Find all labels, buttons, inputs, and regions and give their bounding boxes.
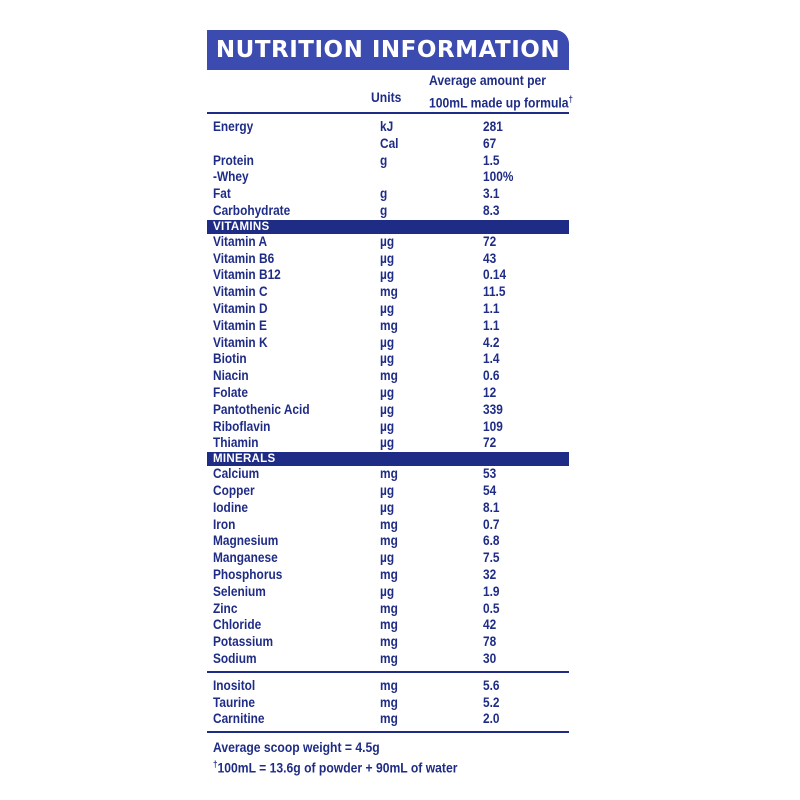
nutrient-value: 3.1 (483, 186, 500, 202)
nutrient-unit: g (380, 152, 388, 168)
nutrient-name: Phosphorus (213, 566, 283, 582)
nutrient-unit: mg (380, 533, 398, 549)
table-row (207, 678, 569, 695)
nutrient-unit: µg (380, 550, 395, 566)
nutrient-name: Energy (213, 119, 254, 134)
nutrient-name: Carnitine (213, 711, 265, 727)
nutrient-value: 1.1 (483, 317, 500, 333)
nutrient-unit: mg (380, 634, 398, 650)
nutrient-value: 2.0 (483, 711, 500, 727)
table-row (207, 351, 569, 368)
nutrition-panel (207, 30, 574, 777)
nutrient-name: -Whey (213, 169, 249, 185)
table-row (207, 136, 569, 153)
table-row (207, 267, 569, 284)
table-row (207, 153, 569, 170)
nutrient-unit: kJ (380, 119, 394, 134)
nutrient-name: Sodium (213, 650, 257, 666)
dagger-mark: † (568, 94, 574, 104)
nutrient-unit: µg (380, 418, 395, 434)
nutrient-name: Potassium (213, 634, 274, 650)
vitamins-section-header: VITAMINS (207, 220, 569, 234)
nutrient-value: 54 (483, 482, 497, 498)
nutrient-unit: mg (380, 677, 398, 693)
nutrient-name: Vitamin A (213, 233, 268, 249)
nutrient-value: 42 (483, 617, 497, 633)
table-row (207, 335, 569, 352)
nutrient-value: 339 (483, 401, 503, 417)
nutrient-name: Vitamin B6 (213, 250, 275, 266)
scoop-weight-note: Average scoop weight = 4.5g (213, 740, 380, 756)
nutrient-name: Zinc (213, 600, 238, 616)
table-divider (207, 671, 569, 673)
nutrient-value: 8.3 (483, 202, 500, 218)
nutrient-unit: mg (380, 466, 398, 482)
nutrient-name: Protein (213, 152, 254, 168)
nutrient-unit: g (380, 186, 388, 202)
nutrient-value: 7.5 (483, 550, 500, 566)
table-header (207, 70, 574, 114)
minerals-section-header: MINERALS (207, 452, 569, 466)
table-row (207, 234, 569, 251)
nutrient-unit: Cal (380, 135, 399, 151)
nutrient-value: 72 (483, 435, 497, 451)
nutrient-name: Chloride (213, 617, 262, 633)
nutrient-name: Manganese (213, 550, 278, 566)
nutrient-unit: µg (380, 384, 395, 400)
table-bottom-rule (207, 731, 569, 733)
nutrient-name: Niacin (213, 368, 249, 384)
mineral-rows (207, 466, 569, 668)
nutrient-unit: µg (380, 583, 395, 599)
nutrient-unit: µg (380, 435, 395, 451)
nutrient-value: 11.5 (483, 284, 506, 300)
footnotes (207, 739, 569, 777)
table-row (207, 402, 569, 419)
nutrient-value: 12 (483, 384, 497, 400)
nutrient-unit: g (380, 202, 388, 218)
nutrient-value: 5.2 (483, 694, 500, 710)
nutrient-name: Iodine (213, 499, 248, 515)
table-row (207, 567, 569, 584)
nutrient-name: Folate (213, 384, 248, 400)
nutrient-value: 109 (483, 418, 503, 434)
nutrient-name: Thiamin (213, 435, 259, 451)
nutrient-name: Vitamin D (213, 300, 268, 316)
nutrient-value: 5.6 (483, 677, 500, 693)
nutrient-name: Taurine (213, 694, 256, 710)
dagger-mark: † (213, 759, 218, 770)
nutrient-value: 78 (483, 634, 497, 650)
nutrient-name: Vitamin C (213, 284, 268, 300)
table-row (207, 584, 569, 601)
nutrient-unit: µg (380, 250, 395, 266)
nutrient-unit: mg (380, 711, 398, 727)
average-header-line1: Average amount per (429, 73, 547, 88)
nutrient-value: 100% (483, 169, 514, 185)
table-row (207, 711, 569, 728)
nutrient-name: Vitamin E (213, 317, 267, 333)
nutrient-unit: mg (380, 600, 398, 616)
nutrient-value: 32 (483, 566, 497, 582)
table-row (207, 601, 569, 618)
nutrient-name: Riboflavin (213, 418, 271, 434)
nutrient-unit: mg (380, 516, 398, 532)
nutrient-value: 72 (483, 233, 497, 249)
nutrient-unit: mg (380, 650, 398, 666)
nutrient-unit: µg (380, 351, 395, 367)
table-row (207, 435, 569, 452)
table-row (207, 251, 569, 268)
nutrient-unit: µg (380, 267, 395, 283)
nutrient-value: 43 (483, 250, 497, 266)
nutrient-unit: µg (380, 401, 395, 417)
nutrient-name: Calcium (213, 466, 260, 482)
nutrient-unit: mg (380, 368, 398, 384)
table-row (207, 634, 569, 651)
table-row (207, 203, 569, 220)
nutrient-unit: µg (380, 300, 395, 316)
table-row (207, 466, 569, 483)
nutrient-value: 1.5 (483, 152, 500, 168)
nutrient-value: 30 (483, 650, 497, 666)
average-header (429, 72, 573, 113)
table-row (207, 301, 569, 318)
table-row (207, 385, 569, 402)
nutrient-unit: mg (380, 566, 398, 582)
table-row (207, 533, 569, 550)
nutrient-value: 1.9 (483, 583, 500, 599)
table-row (207, 419, 569, 436)
nutrient-value: 281 (483, 119, 503, 134)
table-row (207, 284, 569, 301)
nutrient-unit: mg (380, 694, 398, 710)
table-row (207, 318, 569, 335)
macronutrient-rows (207, 119, 569, 220)
vitamin-rows (207, 234, 569, 452)
other-rows (207, 678, 569, 728)
average-header-line2: 100mL made up formula† (429, 94, 574, 111)
nutrient-value: 0.7 (483, 516, 500, 532)
nutrient-name: Biotin (213, 351, 247, 367)
nutrient-name: Copper (213, 482, 255, 498)
table-row (207, 368, 569, 385)
nutrient-name: Vitamin B12 (213, 267, 281, 283)
nutrient-unit: mg (380, 284, 398, 300)
table-row (207, 500, 569, 517)
nutrient-value: 53 (483, 466, 497, 482)
nutrient-name: Carbohydrate (213, 202, 291, 218)
nutrient-value: 67 (483, 135, 497, 151)
table-row (207, 186, 569, 203)
nutrient-unit: µg (380, 499, 395, 515)
nutrient-unit: µg (380, 334, 395, 350)
table-row (207, 483, 569, 500)
panel-title: NUTRITION INFORMATION (207, 30, 569, 70)
table-row (207, 119, 569, 136)
table-row (207, 617, 569, 634)
nutrient-value: 0.14 (483, 267, 507, 283)
nutrient-name: Magnesium (213, 533, 279, 549)
nutrient-value: 6.8 (483, 533, 500, 549)
nutrient-value: 4.2 (483, 334, 500, 350)
units-header: Units (371, 90, 402, 105)
nutrient-value: 0.5 (483, 600, 500, 616)
nutrient-unit: mg (380, 317, 398, 333)
table-row (207, 169, 569, 186)
nutrient-value: 0.6 (483, 368, 500, 384)
table-row (207, 550, 569, 567)
nutrient-value: 1.1 (483, 300, 500, 316)
nutrient-name: Iron (213, 516, 236, 532)
nutrient-name: Inositol (213, 677, 256, 693)
nutrient-unit: mg (380, 617, 398, 633)
nutrient-unit: µg (380, 482, 395, 498)
nutrient-name: Vitamin K (213, 334, 268, 350)
nutrient-unit: µg (380, 233, 395, 249)
table-row (207, 517, 569, 534)
nutrient-name: Pantothenic Acid (213, 401, 310, 417)
table-row (207, 695, 569, 712)
nutrient-name: Fat (213, 186, 231, 202)
nutrient-name: Selenium (213, 583, 266, 599)
table-row (207, 651, 569, 668)
serving-note: †100mL = 13.6g of powder + 90mL of water (213, 759, 458, 776)
nutrient-value: 1.4 (483, 351, 500, 367)
nutrient-value: 8.1 (483, 499, 500, 515)
